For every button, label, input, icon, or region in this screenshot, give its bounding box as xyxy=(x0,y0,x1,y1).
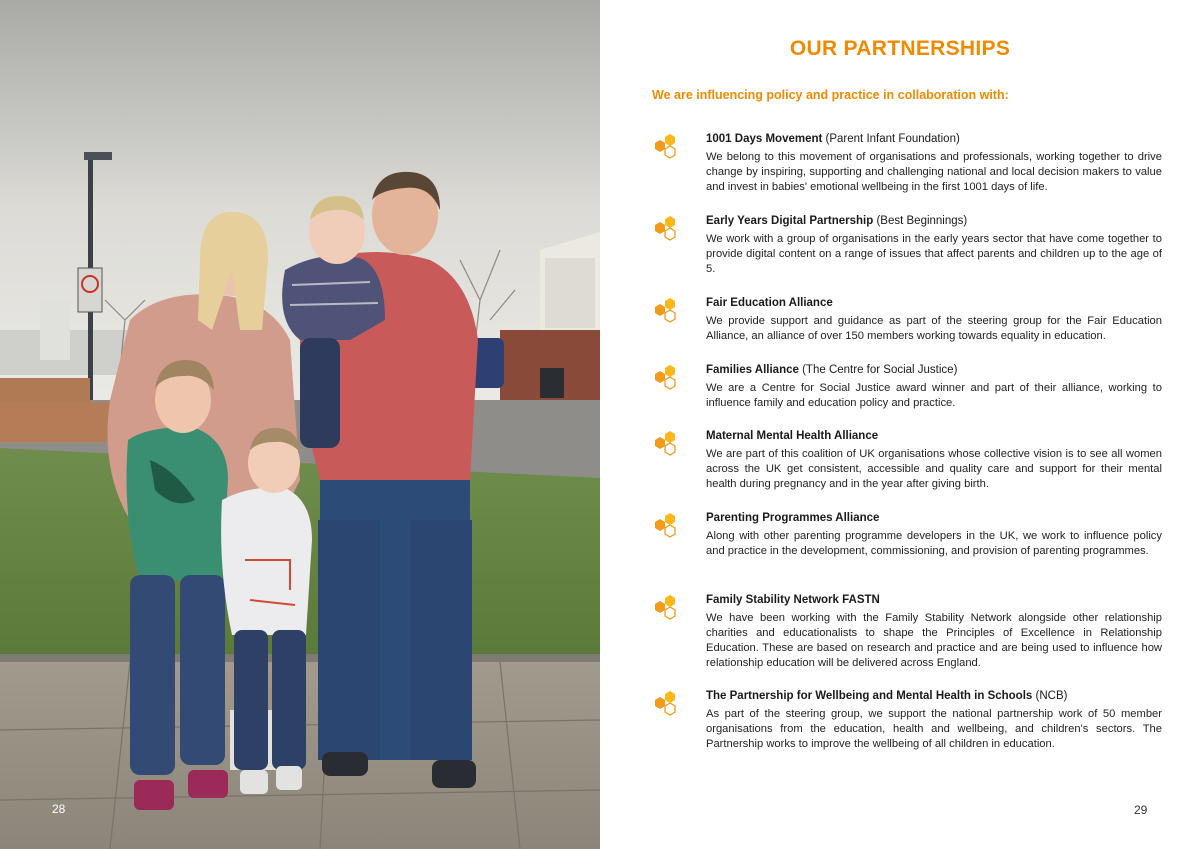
page-number-left: 28 xyxy=(52,802,66,816)
partner-text xyxy=(706,363,1162,411)
intro-text: We are influencing policy and practice in collaboration with: xyxy=(652,88,1009,102)
partner-org: (Best Beginnings) xyxy=(873,215,968,227)
partner-heading xyxy=(706,132,1162,147)
partner-org: (NCB) xyxy=(1032,690,1068,702)
partner-text xyxy=(706,296,1162,344)
partner-name: Families Alliance xyxy=(706,364,799,376)
partner-description: We have been working with the Family Stability Network alongside other relationship charities and educationalists to shape the Principles of Excellence in Relationship Education. These are based on research and practice and are being used to influence how relationship education will be delivered across England. xyxy=(706,612,1162,669)
honeycomb-icon xyxy=(650,429,680,459)
partner-org: (The Centre for Social Justice) xyxy=(798,364,958,376)
partner-heading xyxy=(706,296,1162,311)
partner-description: We belong to this movement of organisations and professionals, working together to drive change by inspiring, supporting and challenging national and local decision makers to value and invest in babies' emotional wellbeing in the first 1001 days of life. xyxy=(706,151,1162,193)
partner-description: Along with other parenting programme developers in the UK, we work to influence policy and practice in the development, commissioning, and provision of parenting programmes. xyxy=(706,530,1162,557)
partner-heading xyxy=(706,511,1162,526)
partner-heading xyxy=(706,214,1162,229)
partner-description: We are a Centre for Social Justice award winner and part of their alliance, working to influence family and education policy and practice. xyxy=(706,382,1162,409)
partner-heading xyxy=(706,593,1162,608)
partner-description: We provide support and guidance as part of the steering group for the Fair Education Alliance, an alliance of over 150 members working towards equality in education. xyxy=(706,315,1162,342)
partner-heading xyxy=(706,363,1162,378)
page-title: OUR PARTNERSHIPS xyxy=(789,37,1011,60)
honeycomb-icon xyxy=(650,214,680,244)
partner-text xyxy=(706,429,1162,492)
honeycomb-icon xyxy=(650,593,680,623)
honeycomb-icon xyxy=(650,296,680,326)
partner-description: We are part of this coalition of UK organisations whose collective vision is to see all women across the UK get consistent, accessible and quality care and support for their mental health during pregnancy and in the year after giving birth. xyxy=(706,448,1162,490)
partner-text xyxy=(706,593,1162,671)
partner-description: As part of the steering group, we support the national partnership work of 50 member organisations from the education, health and wellbeing, and children's sectors. The Partnership works to improve the wellbeing of all children in education. xyxy=(706,708,1162,750)
honeycomb-icon xyxy=(650,511,680,541)
partner-text xyxy=(706,689,1162,752)
partner-name: Family Stability Network FASTN xyxy=(706,594,880,606)
partner-name: 1001 Days Movement xyxy=(706,133,823,145)
page-number-right: 29 xyxy=(1134,803,1148,817)
honeycomb-icon xyxy=(650,132,680,162)
honeycomb-icon xyxy=(650,363,680,393)
partner-name: Parenting Programmes Alliance xyxy=(706,512,880,524)
partner-heading xyxy=(706,429,1162,444)
partner-text xyxy=(706,132,1162,195)
partner-description: We work with a group of organisations in the early years sector that have come together to provide digital content on a range of issues that affect parents and children up to the age of 5. xyxy=(706,233,1162,275)
partner-text xyxy=(706,511,1162,559)
partner-name: The Partnership for Wellbeing and Mental Health in Schools xyxy=(706,690,1033,702)
partner-org: (Parent Infant Foundation) xyxy=(822,133,960,145)
honeycomb-icon xyxy=(650,689,680,719)
right-page xyxy=(600,0,1200,849)
partner-name: Maternal Mental Health Alliance xyxy=(706,430,879,442)
partner-heading xyxy=(706,689,1162,704)
partner-name: Early Years Digital Partnership xyxy=(706,215,874,227)
partner-name: Fair Education Alliance xyxy=(706,297,833,309)
partner-text xyxy=(706,214,1162,277)
